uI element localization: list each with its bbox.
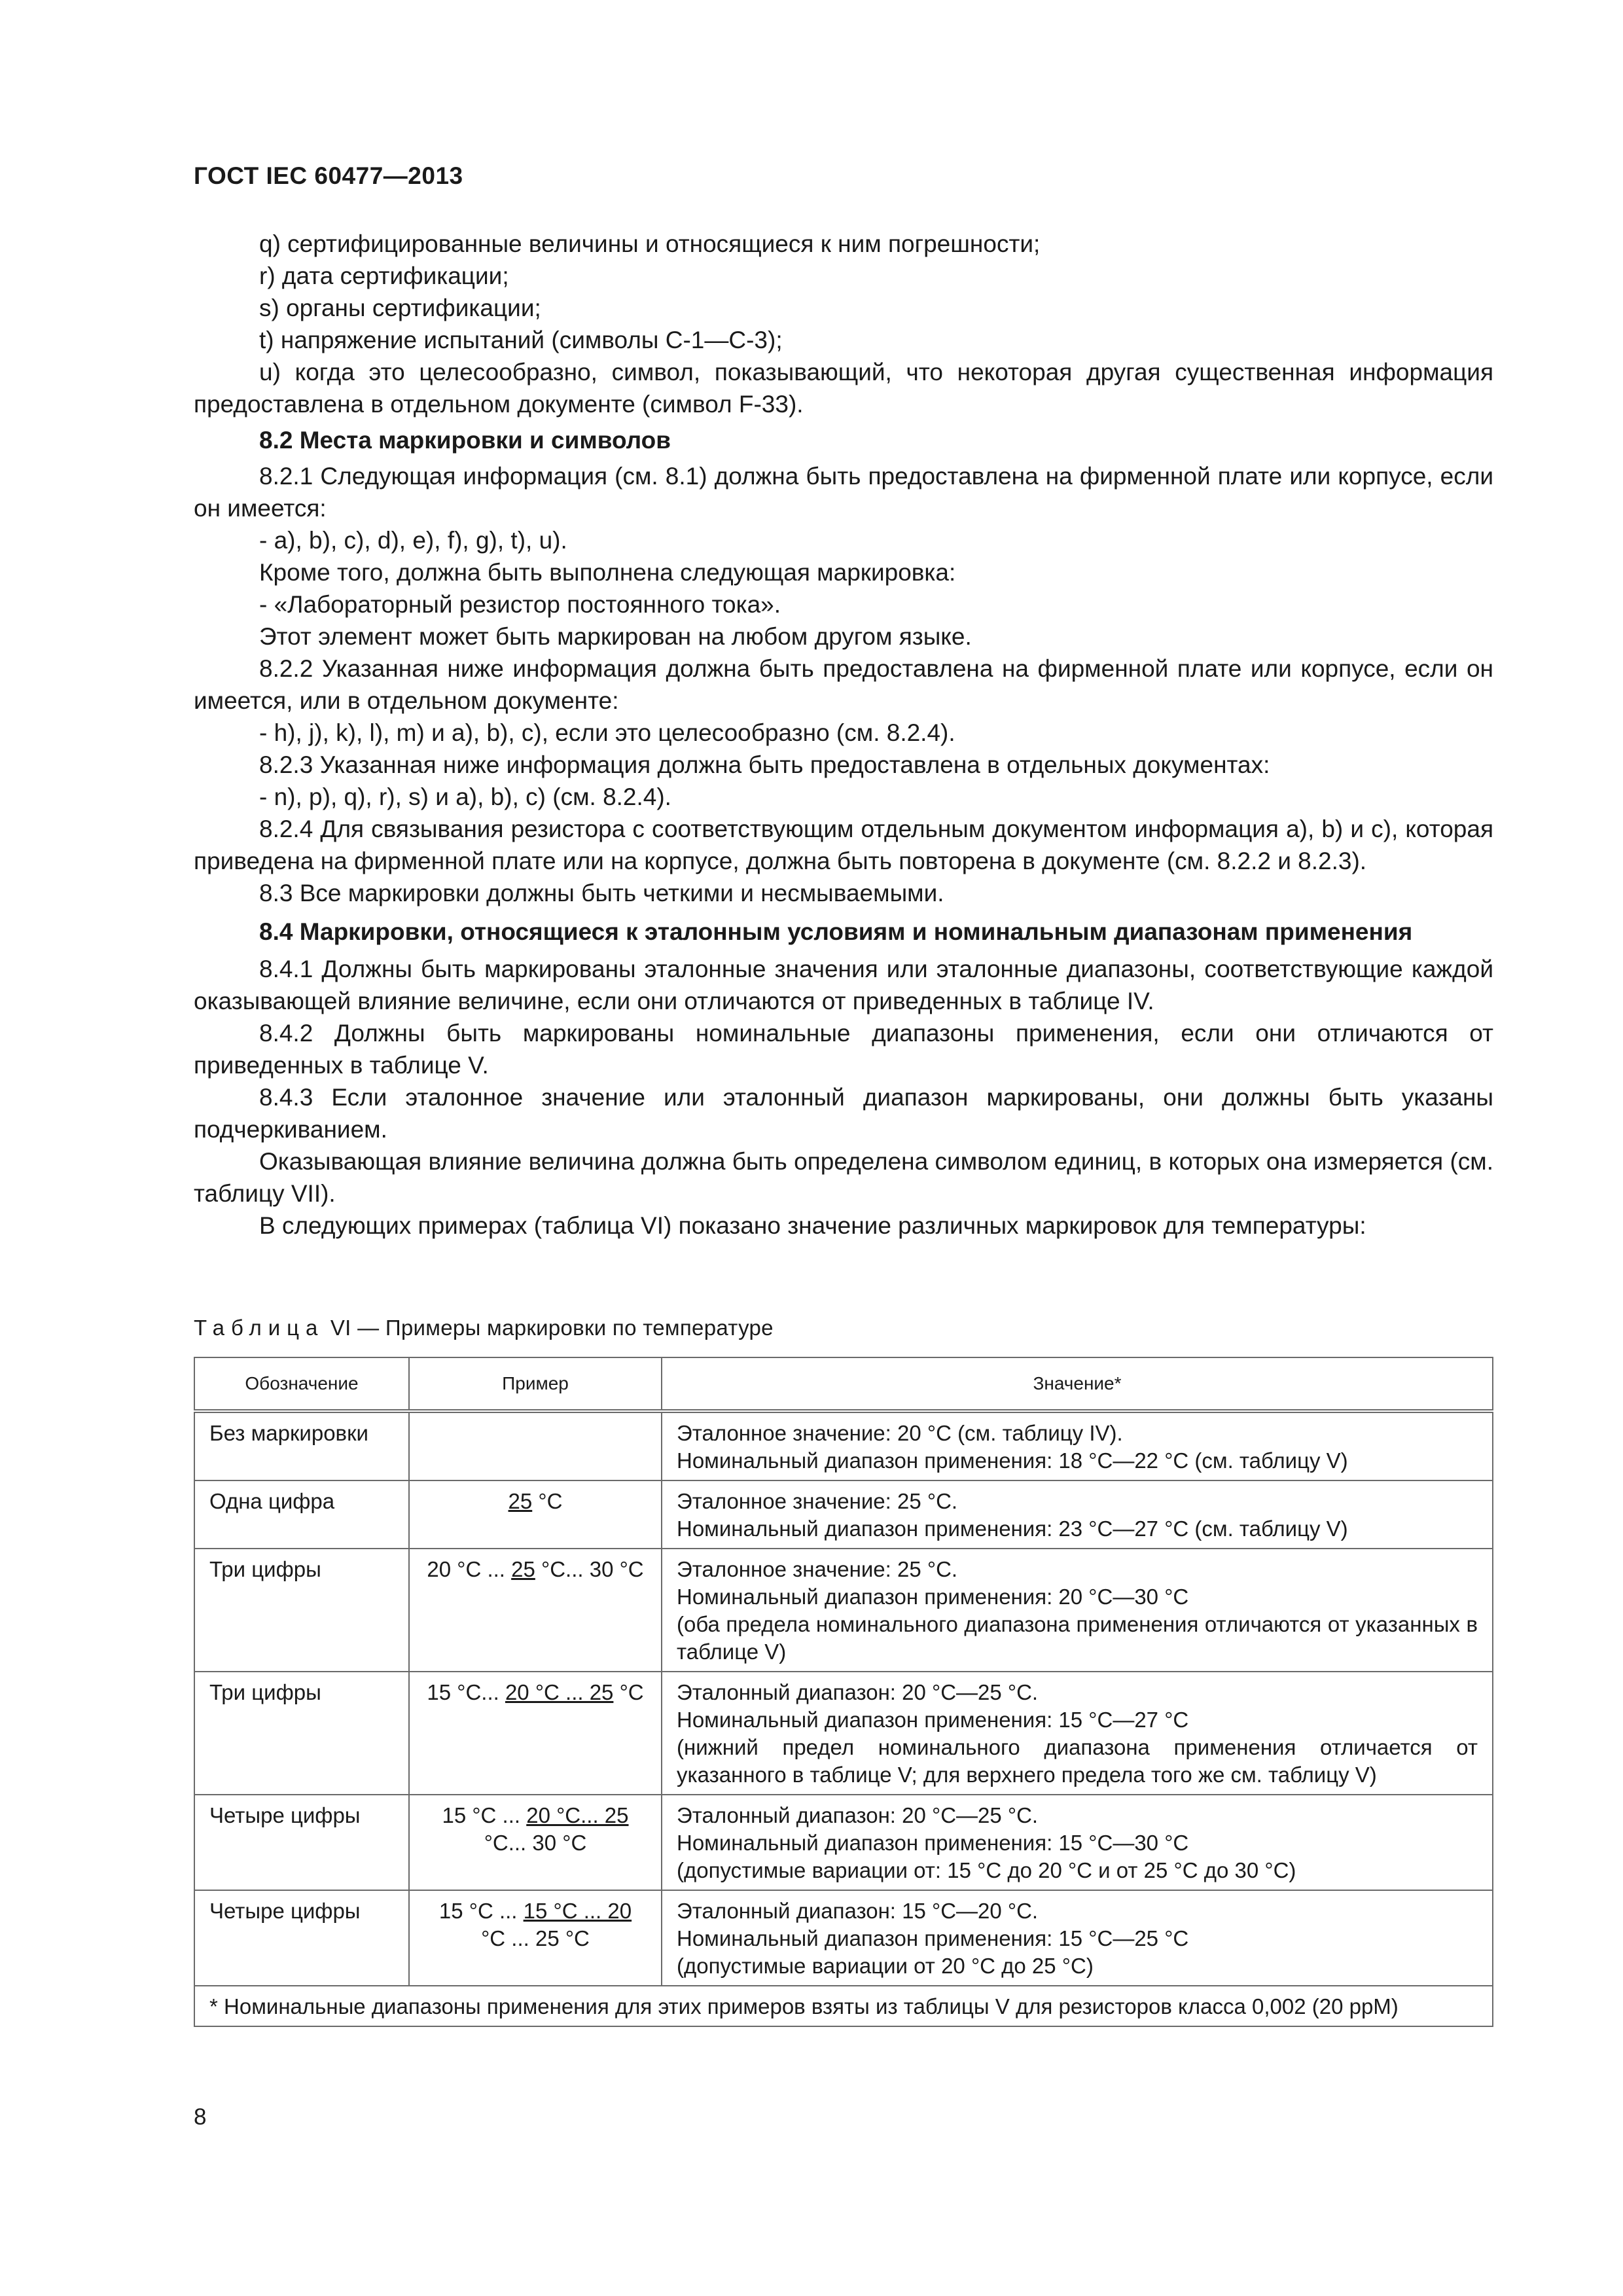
paragraph-8-4-3: 8.4.3 Если эталонное значение или эталонный диапазон маркированы, они должны быть указаны подчеркиванием. <box>194 1084 1493 1143</box>
meaning-line: (допустимые вариации от: 15 °C до 20 °C и от 25 °C до 30 °C) <box>677 1858 1296 1882</box>
table-row <box>194 1672 1493 1795</box>
section-heading-8-4: 8.4 Маркировки, относящиеся к эталонным условиям и номинальным диапазонам применения <box>259 918 1413 945</box>
example-cell <box>409 1549 662 1672</box>
label-8-2-1: - «Лабораторный резистор постоянного тока». <box>259 591 781 618</box>
list-8-2-1: - a), b), c), d), e), f), g), t), u). <box>259 527 567 554</box>
designation-cell: Четыре цифры <box>194 1890 409 1986</box>
table-caption-title: VI — Примеры маркировки по температуре <box>324 1316 774 1340</box>
marking-examples-table <box>194 1357 1493 2027</box>
document-header: ГОСТ IEC 60477—2013 <box>194 162 463 189</box>
underlined-example-part: 15 °C ... 20 <box>523 1899 632 1923</box>
designation-cell: Три цифры <box>194 1672 409 1795</box>
meaning-line: (оба предела номинального диапазона применения отличаются от указанных в таблице V) <box>677 1612 1478 1664</box>
meaning-line: Эталонный диапазон: 20 °C—25 °C. <box>677 1680 1039 1704</box>
example-part: 15 °C... <box>427 1680 505 1704</box>
underlined-example-part: 20 °C ... 25 <box>505 1680 614 1704</box>
example-part: 20 °C ... <box>427 1557 512 1581</box>
list-8-2-3: - n), p), q), r), s) и a), b), c) (см. 8.2.4). <box>259 783 671 810</box>
table-caption <box>194 1316 774 1340</box>
item-u: u) когда это целесообразно, символ, показывающий, что некоторая другая существенная информация предоставлена в отдельном документе (символ F-33). <box>194 359 1493 418</box>
table-row <box>194 1890 1493 1986</box>
meaning-cell <box>662 1890 1493 1986</box>
page-number: 8 <box>194 2104 207 2130</box>
example-cell <box>409 1411 662 1480</box>
item-s: s) органы сертификации; <box>259 295 541 321</box>
paragraph-8-4-2: 8.4.2 Должны быть маркированы номинальные диапазоны применения, если они отличаются от приведенных в таблице V. <box>194 1020 1493 1079</box>
example-part: °C ... 25 °C <box>481 1926 590 1950</box>
table-row <box>194 1411 1493 1480</box>
table-header-row <box>194 1357 1493 1411</box>
paragraph-8-2-2: 8.2.2 Указанная ниже информация должна быть предоставлена на фирменной плате или корпусе, если он имеется, или в отдельном документе: <box>194 655 1493 714</box>
example-cell <box>409 1795 662 1890</box>
list-8-2-2: - h), j), k), l), m) и a), b), c), если это целесообразно (см. 8.2.4). <box>259 719 955 746</box>
meaning-line: Эталонный диапазон: 20 °C—25 °C. <box>677 1803 1039 1827</box>
example-part: 15 °C ... <box>442 1803 527 1827</box>
table-body <box>194 1411 1493 1986</box>
designation-cell: Без маркировки <box>194 1411 409 1480</box>
meaning-line: (нижний предел номинального диапазона применения отличается от указанного в таблице V; для верхнего предела того же см. таблицу V) <box>677 1735 1478 1787</box>
column-header: Обозначение <box>194 1357 409 1411</box>
paragraph-8-4-3-b: Оказывающая влияние величина должна быть определена символом единиц, в которых она измеряется (см. таблицу VII). <box>194 1148 1493 1207</box>
paragraph-8-4-3-c: В следующих примерах (таблица VI) показано значение различных маркировок для температуры: <box>259 1212 1366 1239</box>
meaning-line: Эталонное значение: 25 °C. <box>677 1557 958 1581</box>
body-text <box>194 228 1493 1242</box>
paragraph-8-2-3: 8.2.3 Указанная ниже информация должна быть предоставлена в отдельных документах: <box>259 751 1270 778</box>
column-header: Пример <box>409 1357 662 1411</box>
meaning-cell <box>662 1672 1493 1795</box>
table-footnote-row <box>194 1986 1493 2026</box>
example-part: °C... 30 °C <box>484 1831 587 1855</box>
meaning-line: Эталонный диапазон: 15 °C—20 °C. <box>677 1899 1039 1923</box>
paragraph-8-2-1: 8.2.1 Следующая информация (см. 8.1) должна быть предоставлена на фирменной плате или корпусе, если он имеется: <box>194 463 1493 522</box>
meaning-line: (допустимые вариации от 20 °C до 25 °C) <box>677 1954 1094 1978</box>
underlined-example-part: 25 <box>508 1489 533 1513</box>
meaning-line: Номинальный диапазон применения: 15 °C—27 °C <box>677 1708 1189 1732</box>
meaning-line: Номинальный диапазон применения: 23 °C—27 °C (см. таблицу V) <box>677 1516 1348 1541</box>
designation-cell: Три цифры <box>194 1549 409 1672</box>
example-cell <box>409 1890 662 1986</box>
designation-cell: Одна цифра <box>194 1480 409 1549</box>
table-footnote: * Номинальные диапазоны применения для этих примеров взяты из таблицы V для резисторов класса 0,002 (20 ppM) <box>194 1986 1493 2026</box>
meaning-cell <box>662 1480 1493 1549</box>
paragraph-8-3: 8.3 Все маркировки должны быть четкими и несмываемыми. <box>259 880 944 906</box>
table-row <box>194 1549 1493 1672</box>
underlined-example-part: 20 °C... 25 <box>526 1803 629 1827</box>
example-part: 15 °C ... <box>438 1899 524 1923</box>
meaning-line: Номинальный диапазон применения: 20 °C—30 °C <box>677 1585 1189 1609</box>
paragraph-8-2-4: 8.2.4 Для связывания резистора с соответствующим отдельным документом информация a), b) и c), которая приведена на фирменной плате или на корпусе, должна быть повторена в документе (см. 8.2.2 и 8.2.3). <box>194 816 1493 874</box>
column-header: Значение* <box>662 1357 1493 1411</box>
meaning-line: Номинальный диапазон применения: 15 °C—25 °C <box>677 1926 1189 1950</box>
designation-cell: Четыре цифры <box>194 1795 409 1890</box>
example-part: °C... 30 °C <box>535 1557 644 1581</box>
meaning-line: Номинальный диапазон применения: 15 °C—30 °C <box>677 1831 1189 1855</box>
example-cell <box>409 1672 662 1795</box>
example-part: °C <box>532 1489 563 1513</box>
item-t: t) напряжение испытаний (символы C-1—C-3); <box>259 327 783 353</box>
paragraph-8-2-1-more: Кроме того, должна быть выполнена следующая маркировка: <box>259 559 956 586</box>
example-part: °C <box>613 1680 644 1704</box>
meaning-line: Эталонное значение: 20 °C (см. таблицу IV). <box>677 1421 1123 1445</box>
meaning-cell <box>662 1549 1493 1672</box>
paragraph-8-2-1-language: Этот элемент может быть маркирован на любом другом языке. <box>259 623 972 650</box>
item-r: r) дата сертификации; <box>259 262 509 289</box>
paragraph-8-4-1: 8.4.1 Должны быть маркированы эталонные значения или эталонные диапазоны, соответствующие каждой оказывающей влияние величине, если они отличаются от приведенных в таблице IV. <box>194 956 1493 1014</box>
section-heading-8-2: 8.2 Места маркировки и символов <box>259 427 671 454</box>
underlined-example-part: 25 <box>511 1557 535 1581</box>
meaning-line: Эталонное значение: 25 °C. <box>677 1489 958 1513</box>
table-row <box>194 1480 1493 1549</box>
table-row <box>194 1795 1493 1890</box>
item-q: q) сертифицированные величины и относящиеся к ним погрешности; <box>259 230 1041 257</box>
table-caption-word: Таблица <box>194 1316 325 1340</box>
example-cell <box>409 1480 662 1549</box>
meaning-cell <box>662 1795 1493 1890</box>
meaning-line: Номинальный диапазон применения: 18 °C—22 °C (см. таблицу V) <box>677 1448 1348 1473</box>
meaning-cell <box>662 1411 1493 1480</box>
